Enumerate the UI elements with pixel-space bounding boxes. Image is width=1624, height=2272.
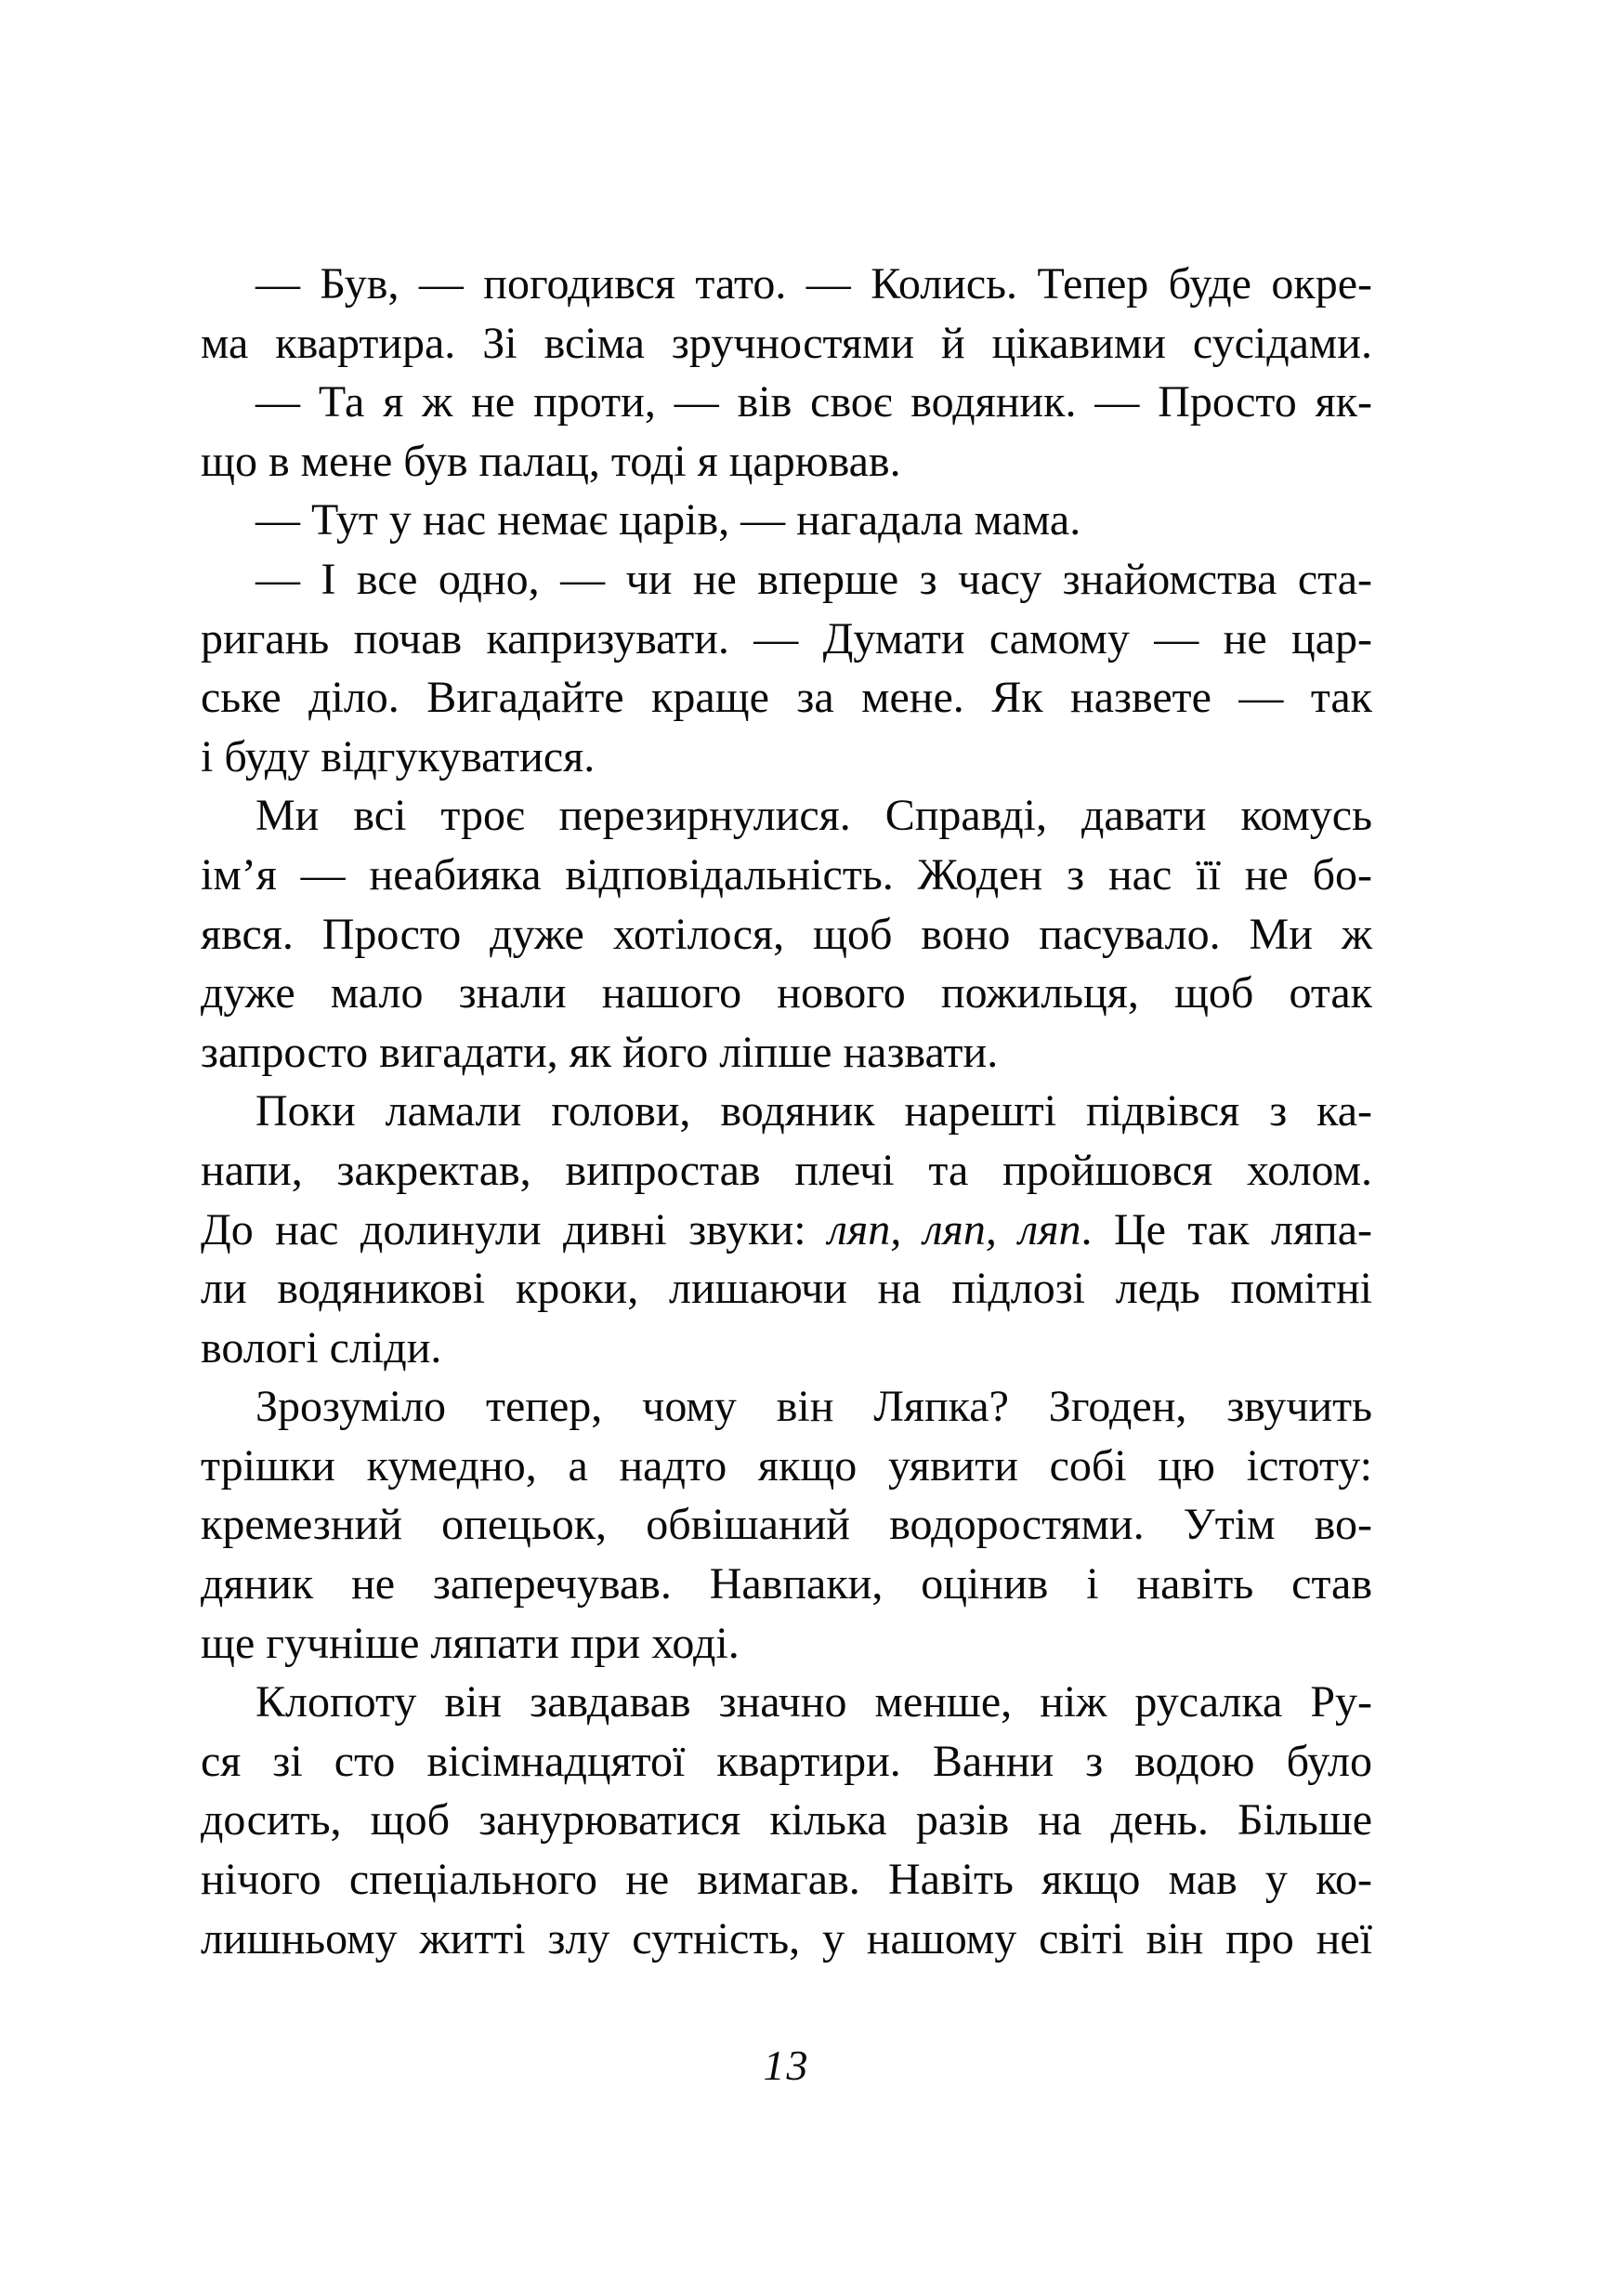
text-segment: ім’я — неабияка відповідальність. Жоден з нас її не бо- xyxy=(201,849,1372,900)
text-segment: ригань почав капризувати. — Думати самому — не цар- xyxy=(201,613,1372,663)
page-text xyxy=(201,255,1372,1968)
text-segment: і буду відгукуватися. xyxy=(201,731,596,781)
text-line xyxy=(201,728,1372,787)
text-line xyxy=(201,1023,1372,1083)
paragraph xyxy=(201,255,1372,373)
text-line xyxy=(201,1732,1372,1792)
text-line xyxy=(201,1141,1372,1201)
text-line xyxy=(201,550,1372,610)
text-segment: . Це так ляпа- xyxy=(1080,1204,1372,1254)
paragraph xyxy=(201,786,1372,1082)
text-segment: дяник не заперечував. Навпаки, оцінив і навіть став xyxy=(201,1559,1372,1609)
text-line xyxy=(201,1791,1372,1850)
text-line xyxy=(201,1850,1372,1910)
text-line xyxy=(201,1614,1372,1674)
text-line xyxy=(201,1910,1372,1969)
text-segment: запросто вигадати, як його ліпше назвати. xyxy=(201,1027,999,1077)
text-line xyxy=(201,373,1372,432)
text-line xyxy=(201,905,1372,965)
text-segment: лишньому житті злу сутність, у нашому світі він про неї xyxy=(201,1913,1372,1963)
text-line xyxy=(201,255,1372,314)
text-line xyxy=(201,1319,1372,1378)
text-segment: Клопоту він завдавав значно менше, ніж русалка Ру- xyxy=(255,1677,1372,1727)
text-segment: досить, щоб занурюватися кілька разів на день. Більше xyxy=(201,1795,1372,1845)
text-segment: явся. Просто дуже хотілося, щоб воно пасувало. Ми ж xyxy=(201,909,1372,959)
paragraph xyxy=(201,373,1372,491)
text-line xyxy=(201,1495,1372,1555)
text-line xyxy=(201,1201,1372,1260)
text-segment: вологі сліди. xyxy=(201,1322,442,1372)
text-segment: — Тут у нас немає царів, — нагадала мама. xyxy=(255,495,1081,545)
text-line xyxy=(201,1555,1372,1614)
text-segment: — Та я ж не проти, — вів своє водяник. — Просто як- xyxy=(255,377,1372,427)
text-line xyxy=(201,786,1372,846)
paragraph xyxy=(201,1377,1372,1673)
text-segment: ське діло. Вигадайте краще за мене. Як назвете — так xyxy=(201,673,1372,723)
text-line xyxy=(201,1673,1372,1732)
text-segment: що в мене був палац, тоді я царював. xyxy=(201,436,901,486)
italic-phrase: ляп, ляп, ляп xyxy=(827,1204,1081,1254)
text-segment: кремезний опецьок, обвішаний водоростями. Утім во- xyxy=(201,1500,1372,1550)
text-line xyxy=(201,668,1372,728)
text-segment: ли водяникові кроки, лишаючи на підлозі ледь помітні xyxy=(201,1264,1372,1314)
text-segment: Зрозуміло тепер, чому він Ляпка? Згоден, звучить xyxy=(255,1382,1372,1432)
text-line xyxy=(201,1082,1372,1141)
text-line xyxy=(201,1377,1372,1437)
text-segment: дуже мало знали нашого нового пожильця, щоб отак xyxy=(201,968,1372,1018)
text-line xyxy=(201,491,1372,550)
text-segment: нічого спеціального не вимагав. Навіть якщо мав у ко- xyxy=(201,1855,1372,1905)
text-line xyxy=(201,432,1372,492)
text-line xyxy=(201,1259,1372,1319)
text-segment: трішки кумедно, а надто якщо уявити собі цю істоту: xyxy=(201,1440,1372,1491)
text-line xyxy=(201,964,1372,1023)
paragraph xyxy=(201,491,1372,550)
text-line xyxy=(201,314,1372,374)
text-segment: ся зі сто вісімнадцятої квартири. Ванни з водою було xyxy=(201,1736,1372,1786)
text-line xyxy=(201,610,1372,669)
paragraph xyxy=(201,1673,1372,1968)
text-segment: — Був, — погодився тато. — Колись. Тепер буде окре- xyxy=(255,259,1372,309)
paragraph xyxy=(201,1082,1372,1377)
page-number: 13 xyxy=(763,2042,810,2089)
text-segment: — І все одно, — чи не вперше з часу знайомства ста- xyxy=(255,554,1372,604)
paragraph xyxy=(201,550,1372,786)
text-segment: ще гучніше ляпати при ході. xyxy=(201,1618,740,1668)
text-line xyxy=(201,846,1372,905)
text-segment: ма квартира. Зі всіма зручностями й цікавими сусідами. xyxy=(201,318,1372,368)
text-line xyxy=(201,1437,1372,1496)
text-segment: напи, закректав, випростав плечі та пройшовся холом. xyxy=(201,1145,1372,1195)
text-segment: Поки ламали голови, водяник нарешті підвівся з ка- xyxy=(255,1086,1372,1136)
text-segment: До нас долинули дивні звуки: xyxy=(201,1204,828,1254)
text-segment: Ми всі троє перезирнулися. Справді, давати комусь xyxy=(255,791,1372,841)
